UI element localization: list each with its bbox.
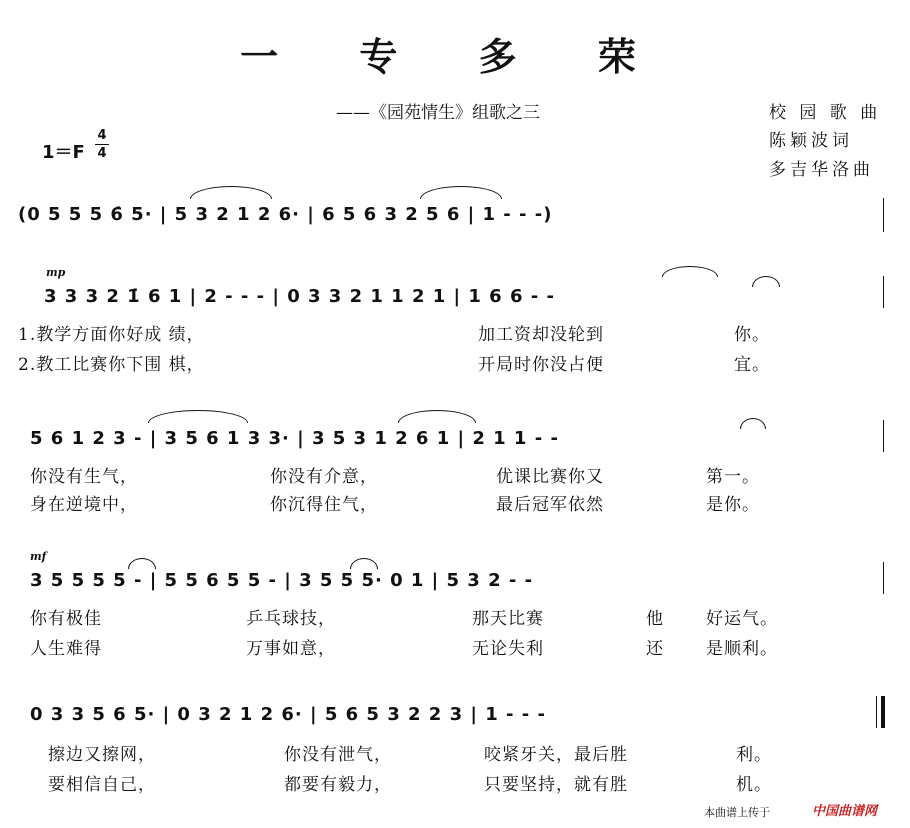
lyric-line: 开局时你没占便: [478, 355, 604, 375]
lyric-line: 咬紧牙关，最后胜: [484, 745, 628, 765]
system-1-end-barline: [883, 198, 884, 232]
lyric-line: 是顺利。: [706, 639, 778, 659]
lyric-line: 你沉得住气，: [270, 495, 378, 515]
lyric-line: 你没有介意，: [270, 467, 378, 487]
tie-arc: [350, 558, 378, 569]
dynamic-mf: mf: [30, 550, 47, 563]
final-barline-thin: [876, 696, 877, 728]
dynamic-mp: mp: [46, 266, 66, 279]
tie-arc: [420, 186, 502, 199]
lyric-line: 你有极佳: [30, 609, 102, 629]
lyric-line: 无论失利: [472, 639, 544, 659]
system-5-notes: 0 3 3 5 6 5· | 0 3 2 1 2 6· | 5 6 5 3 2 2 3 | 1 - - -: [30, 704, 546, 725]
lyric-line: 最后冠军依然: [496, 495, 604, 515]
credit-genre: 校 园 歌 曲: [769, 103, 882, 123]
lyric-line: 利。: [736, 745, 772, 765]
lyric-line: 他: [646, 609, 664, 629]
lyric-line: 你。: [734, 325, 770, 345]
final-barline-thick: [881, 696, 885, 728]
lyric-line: 宜。: [734, 355, 770, 375]
lyric-line: 还: [646, 639, 664, 659]
lyric-line: 那天比赛: [472, 609, 544, 629]
key-signature: 1＝F: [42, 142, 85, 163]
song-subtitle: ——《园苑情生》组歌之三: [336, 103, 540, 123]
tie-arc: [128, 558, 156, 569]
lyric-line: 要相信自己，: [48, 775, 156, 795]
lyric-line: 第一。: [706, 467, 760, 487]
tie-arc: [190, 186, 272, 199]
credit-lyricist: 陈颖波词: [769, 131, 853, 151]
lyric-line: 机。: [736, 775, 772, 795]
tie-arc: [148, 410, 248, 423]
lyric-line: 都要有毅力，: [284, 775, 392, 795]
system-4-notes: 3 5 5 5 5 - | 5 5 6 5 5 - | 3 5 5 5· 0 1 | 5 3 2 - -: [30, 570, 534, 591]
lyric-line: 加工资却没轮到: [478, 325, 604, 345]
tie-arc: [398, 410, 476, 423]
time-signature: [95, 128, 109, 161]
lyric-line: 2.教工比赛你下围 棋，: [18, 355, 205, 375]
time-sig-bottom: 4: [97, 146, 107, 161]
time-sig-top: 4: [97, 128, 107, 143]
system-2-notes: 3 3 3 2 1̇ 6 1 | 2 - - - | 0 3 3 2 1 1 2 1 | 1 6 6 - -: [44, 286, 555, 307]
system-3-end-barline: [883, 420, 884, 452]
system-4-end-barline: [883, 562, 884, 594]
tie-arc: [740, 418, 766, 429]
lyric-line: 人生难得: [30, 639, 102, 659]
system-3-notes: 5 6 1 2 3 - | 3 5 6 1 3 3· | 3 5 3 1 2 6 1 | 2 1 1 - -: [30, 428, 559, 449]
lyric-line: 1.教学方面你好成 绩，: [18, 325, 205, 345]
time-sig-line: [95, 144, 109, 145]
lyric-line: 擦边又擦网，: [48, 745, 156, 765]
lyric-line: 你没有生气，: [30, 467, 138, 487]
song-title: 一 专 多 荣: [240, 34, 670, 79]
system-1-notes: (0 5 5 5 6̇ 5· | 5 3 2 1 2 6· | 6 5 6 3 2 5 6 | 1 - - -): [18, 204, 553, 225]
lyric-line: 优课比赛你又: [496, 467, 604, 487]
lyric-line: 只要坚持，就有胜: [484, 775, 628, 795]
footer-text: 本曲谱上传于: [704, 806, 770, 819]
lyric-line: 身在逆境中，: [30, 495, 138, 515]
system-2-end-barline: [883, 276, 884, 308]
lyric-line: 乒乓球技，: [246, 609, 336, 629]
site-logo[interactable]: 中国曲谱网: [812, 804, 878, 819]
lyric-line: 好运气。: [706, 609, 778, 629]
lyric-line: 是你。: [706, 495, 760, 515]
credit-composer: 多吉华洛曲: [769, 160, 874, 180]
lyric-line: 你没有泄气，: [284, 745, 392, 765]
lyric-line: 万事如意，: [246, 639, 336, 659]
tie-arc: [752, 276, 780, 287]
tie-arc: [662, 266, 718, 277]
